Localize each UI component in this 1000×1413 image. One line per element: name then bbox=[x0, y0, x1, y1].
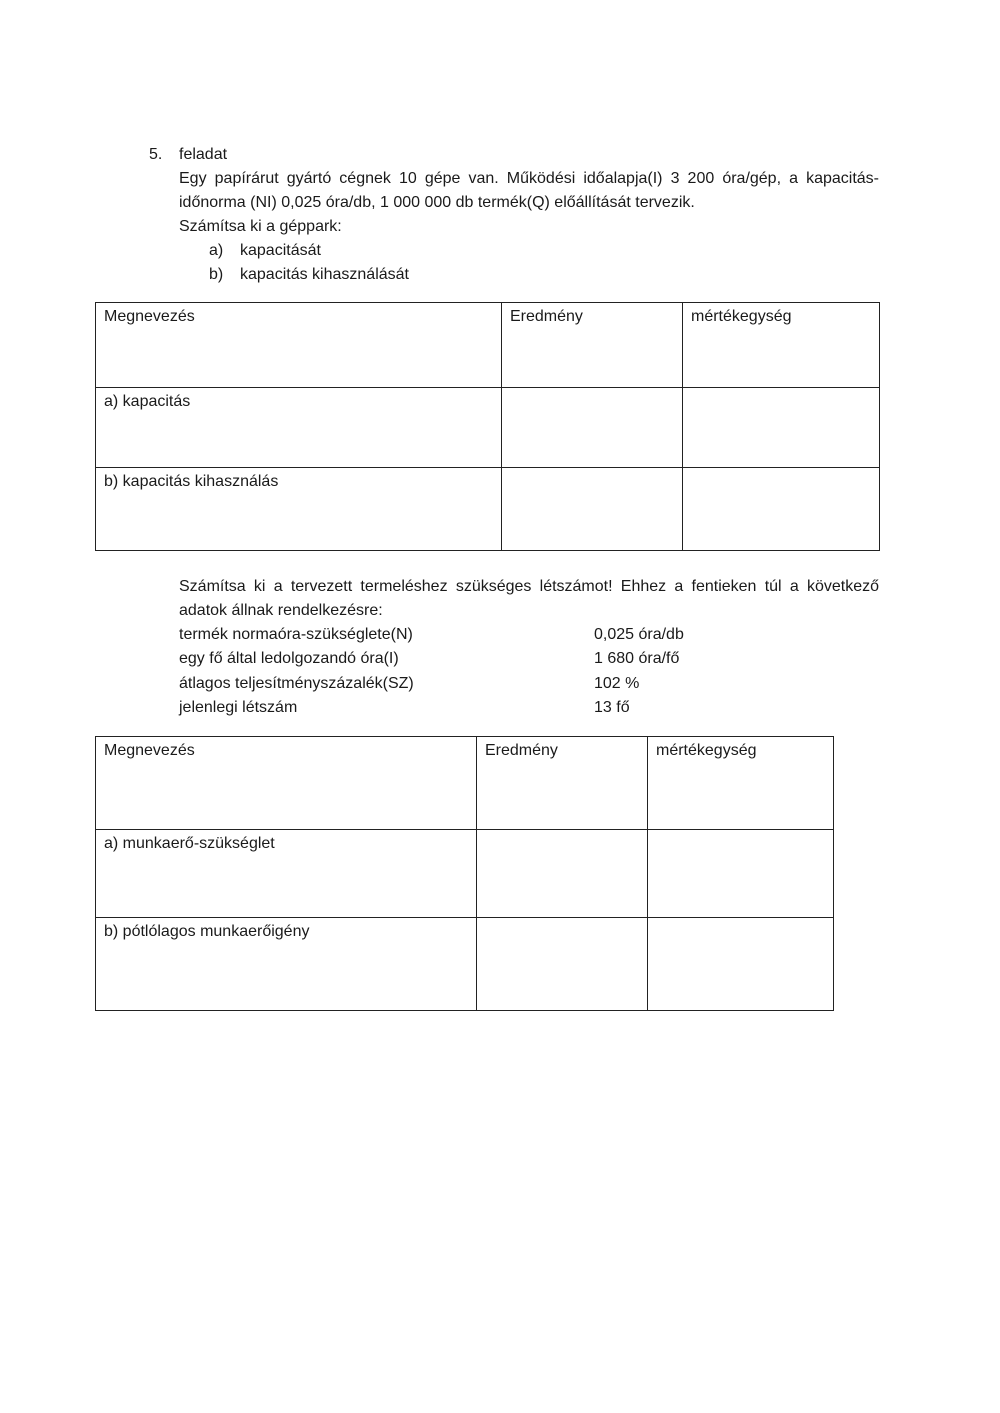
table-row bbox=[96, 830, 834, 918]
row-label: a) kapacitás bbox=[96, 388, 502, 468]
unit-cell[interactable] bbox=[683, 388, 880, 468]
item-b-text: kapacitás kihasználását bbox=[240, 266, 409, 283]
task-intro-line-2: időnorma (NI) 0,025 óra/db, 1 000 000 db termék(Q) előállítását tervezik. bbox=[179, 194, 695, 211]
item-a-text: kapacitását bbox=[240, 242, 321, 259]
section2-line-1: Számítsa ki a tervezett termeléshez szükséges létszámot! Ehhez a fentieken túl a következő bbox=[179, 578, 879, 595]
header-cell-name: Megnevezés bbox=[96, 303, 502, 388]
header-cell-unit: mértékegység bbox=[683, 303, 880, 388]
result-cell[interactable] bbox=[477, 830, 648, 918]
workforce-table bbox=[95, 736, 834, 1011]
item-b-marker: b) bbox=[209, 266, 224, 283]
table-row bbox=[96, 468, 880, 551]
task-question: Számítsa ki a géppark: bbox=[179, 218, 342, 235]
row-label: a) munkaerő-szükséglet bbox=[96, 830, 477, 918]
task-intro bbox=[179, 167, 879, 215]
task-title: feladat bbox=[179, 146, 228, 163]
data-value: 13 fő bbox=[594, 699, 630, 716]
data-value: 1 680 óra/fő bbox=[594, 650, 680, 667]
table-row bbox=[96, 388, 880, 468]
task-number: 5. bbox=[149, 146, 163, 163]
section2-intro bbox=[179, 575, 879, 623]
row-label: b) pótlólagos munkaerőigény bbox=[96, 918, 477, 1011]
data-value: 0,025 óra/db bbox=[594, 626, 684, 643]
unit-cell[interactable] bbox=[683, 468, 880, 551]
result-cell[interactable] bbox=[502, 388, 683, 468]
data-label: átlagos teljesítményszázalék(SZ) bbox=[179, 675, 414, 692]
capacity-table bbox=[95, 302, 880, 551]
table-header-row bbox=[96, 737, 834, 830]
data-label: egy fő által ledolgozandó óra(I) bbox=[179, 650, 399, 667]
data-label: termék normaóra-szükséglete(N) bbox=[179, 626, 413, 643]
result-cell[interactable] bbox=[502, 468, 683, 551]
unit-cell[interactable] bbox=[648, 918, 834, 1011]
data-value: 102 % bbox=[594, 675, 640, 692]
data-label: jelenlegi létszám bbox=[179, 699, 298, 716]
header-cell-result: Eredmény bbox=[502, 303, 683, 388]
task-intro-line-1: Egy papírárut gyártó cégnek 10 gépe van. Működési időalapja(I) 3 200 óra/gép, a kapacitás- bbox=[179, 170, 879, 187]
table-header-row bbox=[96, 303, 880, 388]
table-row bbox=[96, 918, 834, 1011]
section2-line-2: adatok állnak rendelkezésre: bbox=[179, 602, 383, 619]
header-cell-name: Megnevezés bbox=[96, 737, 477, 830]
header-cell-result: Eredmény bbox=[477, 737, 648, 830]
unit-cell[interactable] bbox=[648, 830, 834, 918]
row-label: b) kapacitás kihasználás bbox=[96, 468, 502, 551]
result-cell[interactable] bbox=[477, 918, 648, 1011]
item-a-marker: a) bbox=[209, 242, 224, 259]
header-cell-unit: mértékegység bbox=[648, 737, 834, 830]
